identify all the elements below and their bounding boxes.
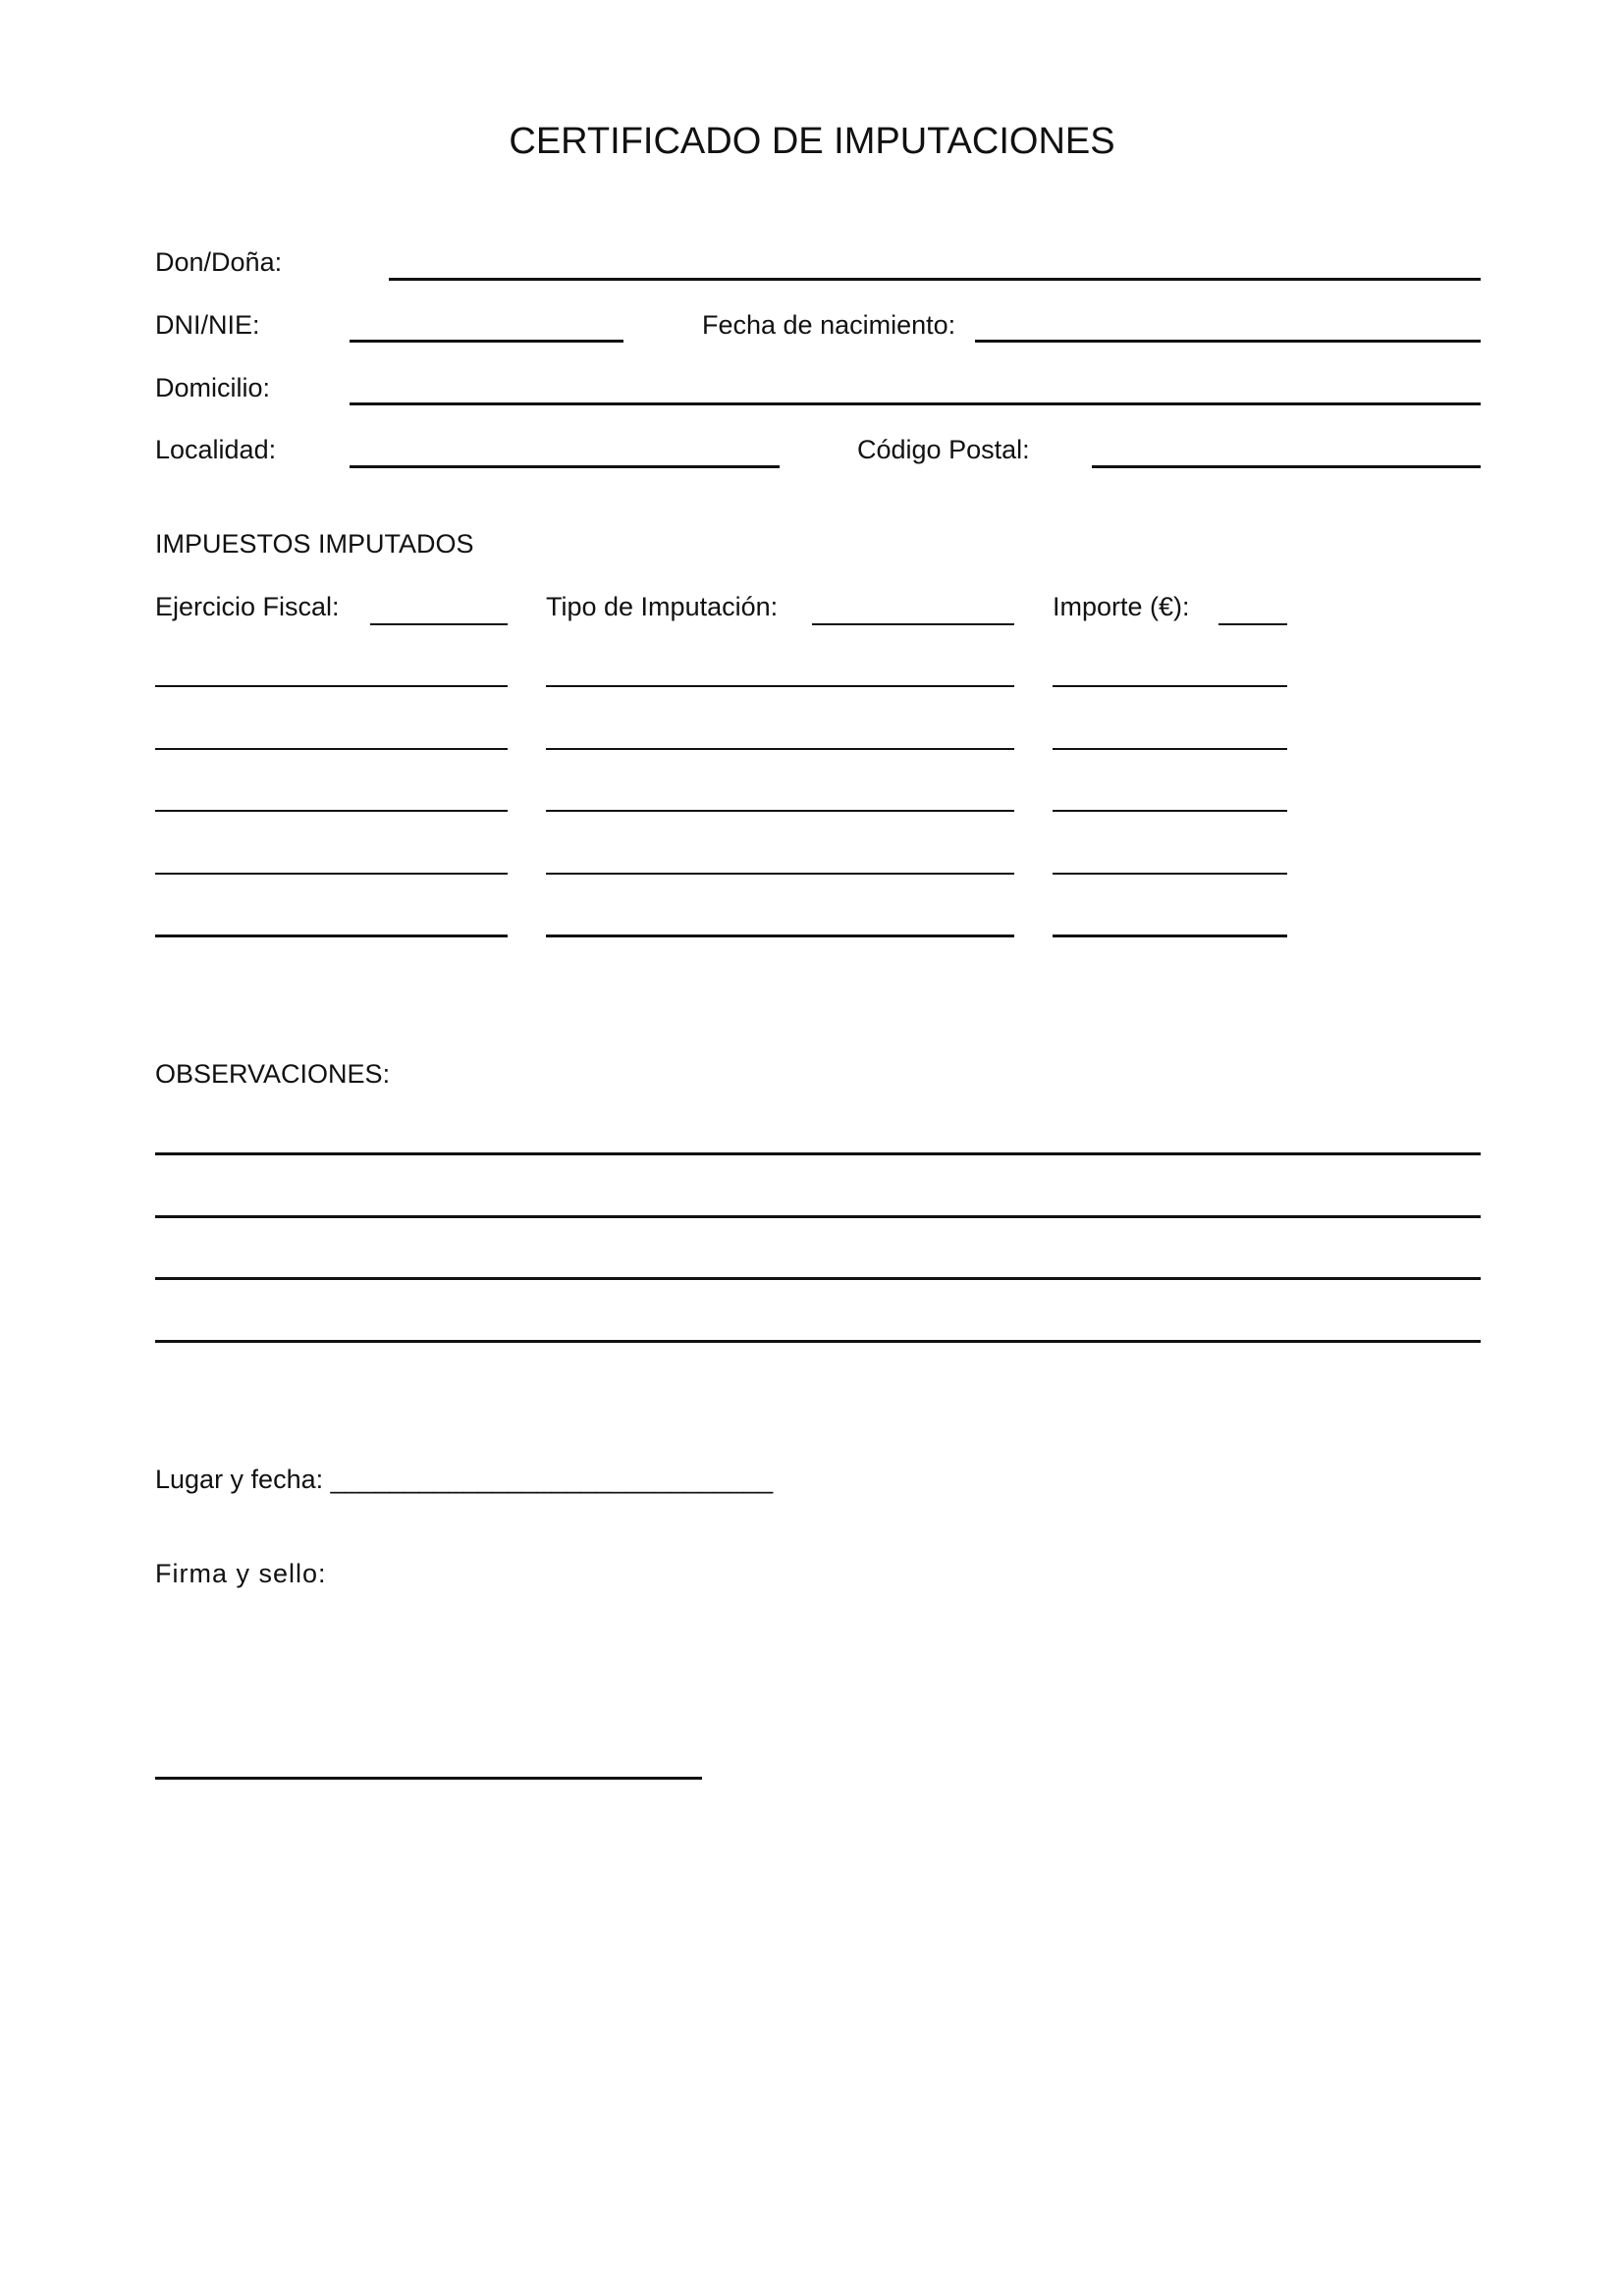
tax-row-amount-field[interactable]: [1053, 748, 1287, 750]
tax-row-type-field[interactable]: [546, 873, 1014, 875]
document-title: CERTIFICADO DE IMPUTACIONES: [509, 121, 1115, 162]
place-date-field[interactable]: ______________________________: [330, 1465, 774, 1494]
birth-date-field[interactable]: [975, 340, 1481, 343]
signature-label: Firma y sello:: [155, 1559, 327, 1588]
place-date-label-text: Lugar y fecha:: [155, 1465, 324, 1494]
postal-code-label: Código Postal:: [857, 435, 1030, 464]
tax-row-type-field[interactable]: [546, 748, 1014, 750]
tax-row-year-field[interactable]: [155, 873, 508, 875]
tax-row-year-field[interactable]: [155, 810, 508, 812]
tax-row-amount-field[interactable]: [1053, 685, 1287, 687]
observations-line[interactable]: [155, 1277, 1481, 1280]
id-label: DNI/NIE:: [155, 310, 260, 340]
id-field[interactable]: [350, 340, 623, 343]
city-label: Localidad:: [155, 435, 277, 464]
address-label: Domicilio:: [155, 373, 271, 402]
imputation-type-label: Tipo de Imputación:: [546, 592, 779, 621]
city-field[interactable]: [350, 465, 780, 468]
address-field[interactable]: [350, 402, 1481, 405]
tax-row-year-field[interactable]: [155, 685, 508, 687]
fiscal-year-label: Ejercicio Fiscal:: [155, 592, 340, 621]
tax-row-type-field[interactable]: [546, 685, 1014, 687]
observations-line[interactable]: [155, 1340, 1481, 1343]
amount-label: Importe (€):: [1053, 592, 1190, 621]
tax-row-amount-field[interactable]: [1053, 934, 1287, 937]
observations-heading: OBSERVACIONES:: [155, 1059, 391, 1089]
amount-field[interactable]: [1218, 623, 1287, 625]
observations-line[interactable]: [155, 1152, 1481, 1155]
signature-line[interactable]: [155, 1777, 702, 1780]
birth-date-label: Fecha de nacimiento:: [702, 310, 956, 340]
tax-row-year-field[interactable]: [155, 748, 508, 750]
tax-row-type-field[interactable]: [546, 810, 1014, 812]
name-field[interactable]: [389, 278, 1481, 281]
place-date-label: [155, 1464, 773, 1495]
postal-code-field[interactable]: [1092, 465, 1481, 468]
name-label: Don/Doña:: [155, 247, 283, 277]
observations-line[interactable]: [155, 1215, 1481, 1218]
tax-row-year-field[interactable]: [155, 934, 508, 937]
tax-row-amount-field[interactable]: [1053, 810, 1287, 812]
taxes-heading: IMPUESTOS IMPUTADOS: [155, 529, 474, 559]
imputation-type-field[interactable]: [812, 623, 1014, 625]
fiscal-year-field[interactable]: [370, 623, 508, 625]
tax-row-amount-field[interactable]: [1053, 873, 1287, 875]
tax-row-type-field[interactable]: [546, 934, 1014, 937]
